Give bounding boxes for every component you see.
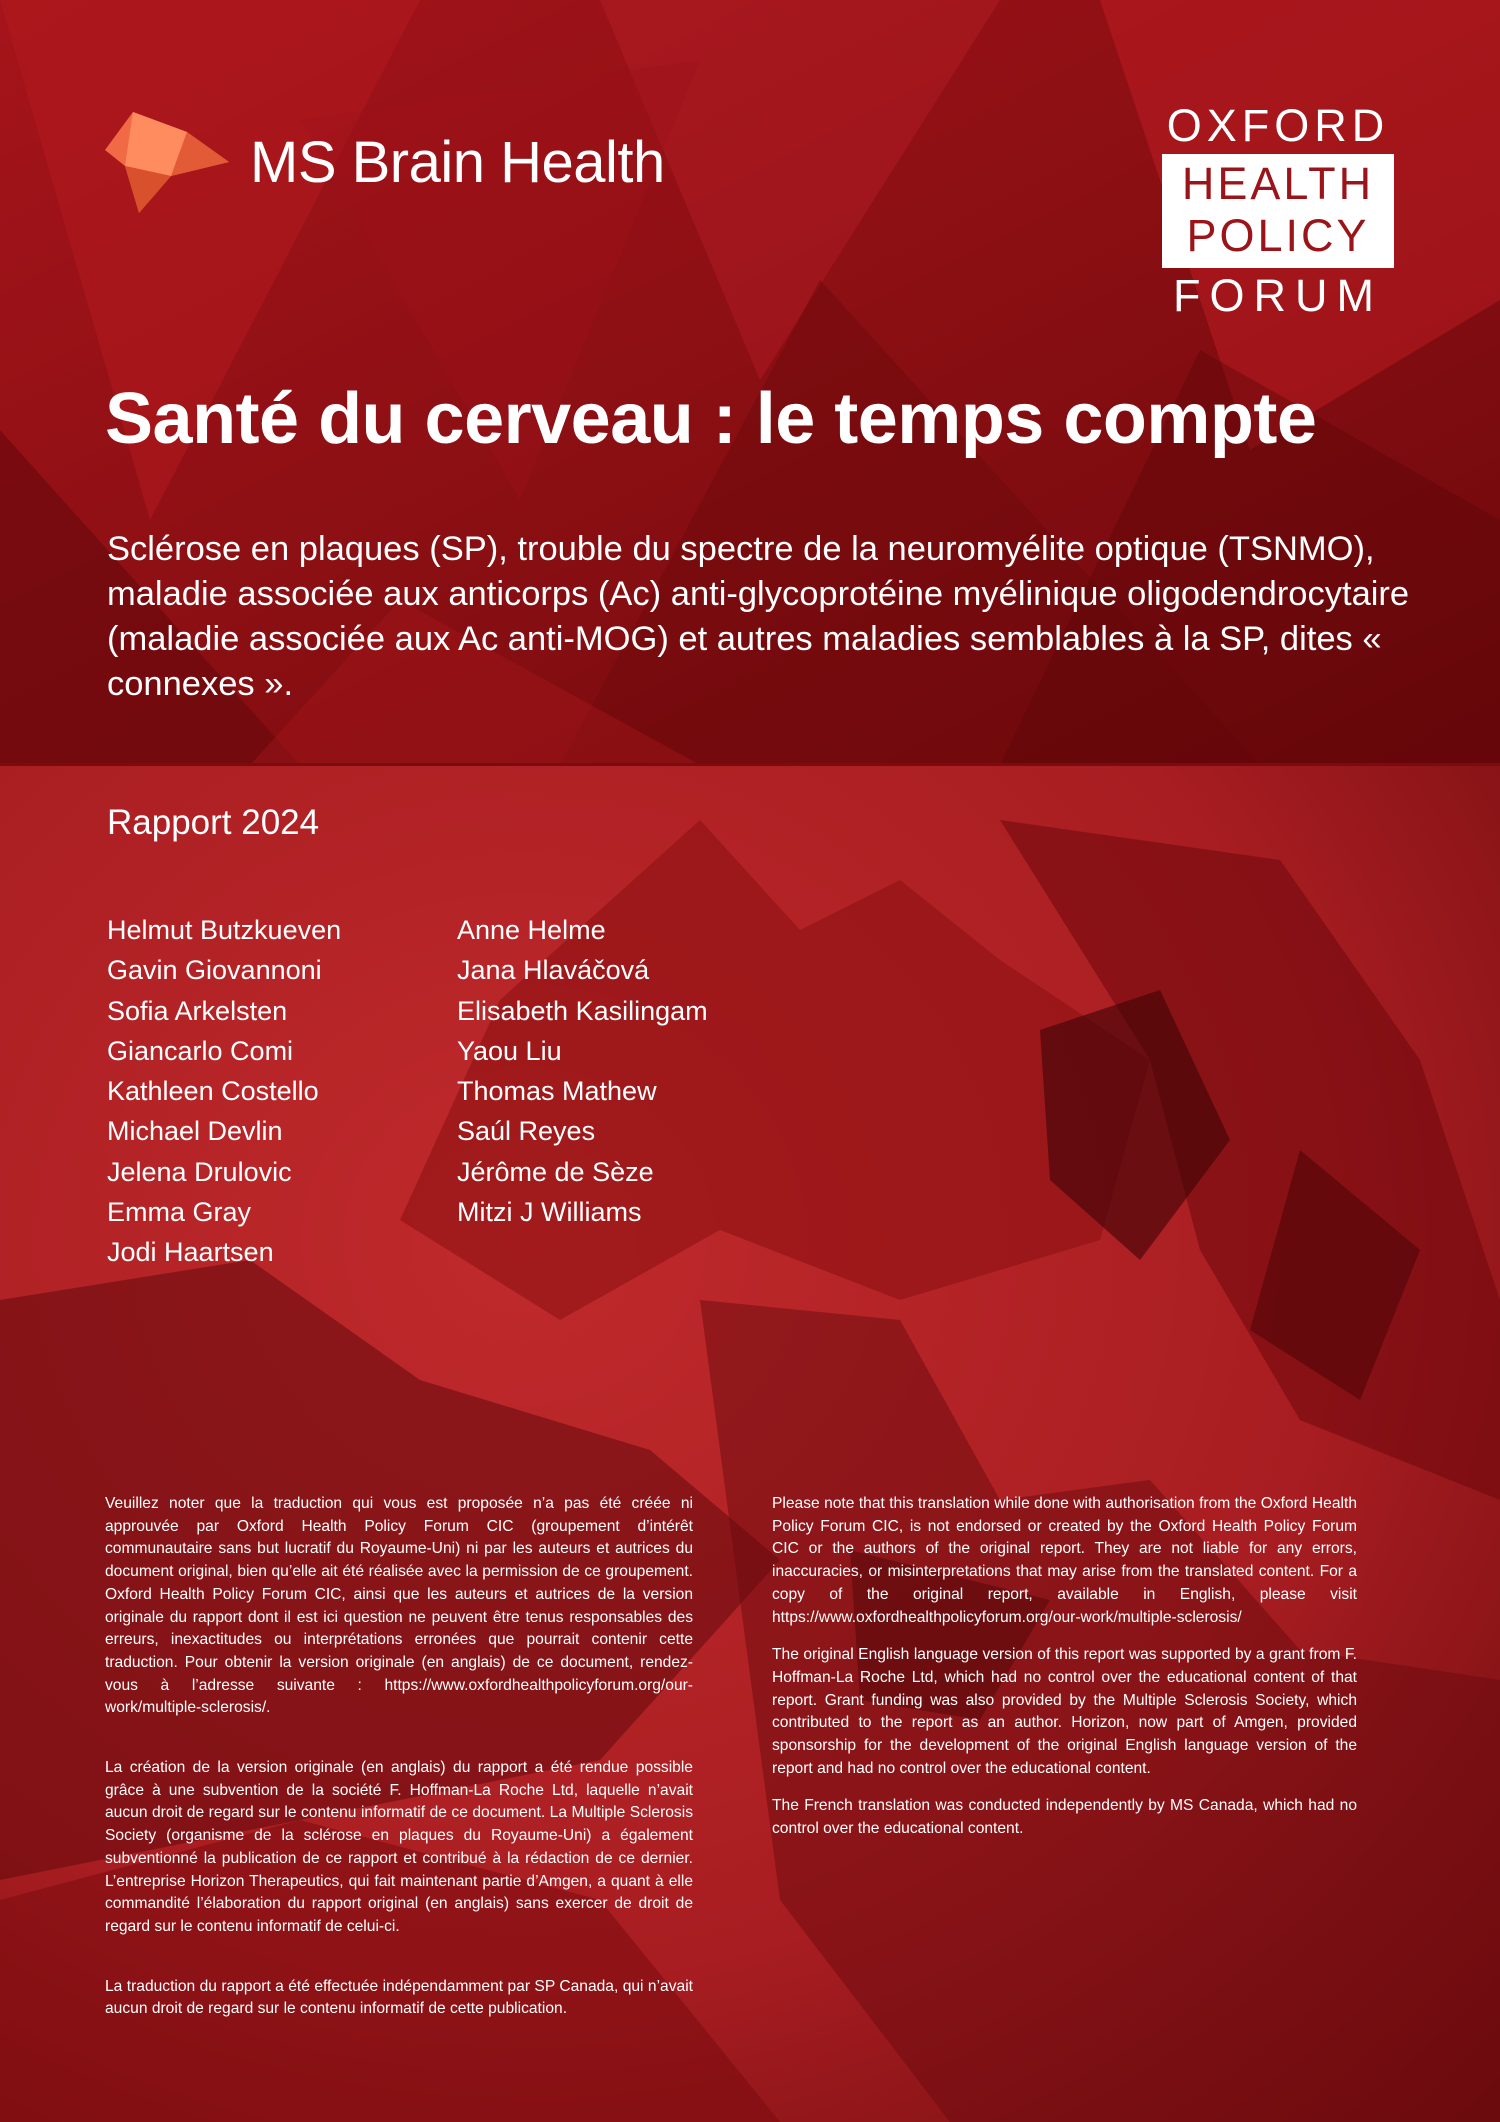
- oxford-logo-top: OXFORD: [1166, 100, 1390, 151]
- oxford-logo-line-health: HEALTH: [1181, 158, 1375, 209]
- author-name: Jérôme de Sèze: [457, 1156, 654, 1187]
- author-name: Anne Helme: [457, 915, 606, 945]
- author-name: Helmut Butzkueven: [107, 915, 342, 945]
- authors-column-2: [457, 910, 708, 1232]
- ms-star-icon: [105, 110, 230, 215]
- author-name: Mitzi J Williams: [457, 1197, 642, 1228]
- translation-notes-english: [772, 1493, 1357, 1856]
- oxford-logo-line-policy: POLICY: [1186, 210, 1370, 261]
- author-name: Jana Hlaváčová: [457, 955, 650, 986]
- oxford-logo-bottom: FORUM: [1173, 270, 1383, 321]
- author-name: Yaou Liu: [457, 1035, 562, 1066]
- author-name: Emma Gray: [107, 1197, 252, 1228]
- author-name: Sofia Arkelsten: [107, 995, 288, 1026]
- author-name: Jodi Haartsen: [107, 1237, 274, 1268]
- authors-column-1: [107, 910, 341, 1273]
- author-name: Saúl Reyes: [457, 1116, 596, 1147]
- ms-brain-health-wordmark: MS Brain Health: [250, 130, 665, 195]
- translation-notes-french: [105, 1493, 693, 2058]
- note-paragraph: The French translation was conducted independently by MS Canada, which had no control over the educational content.: [772, 1797, 1357, 1838]
- note-paragraph: Veuillez noter que la traduction qui vous est proposée n’a pas été créée ni approuvée par Oxford Health Policy Forum CIC (groupement d’intérêt communautaire sans but lucratif du Royaume-Uni) ni par les auteurs et autrices du document original, bien qu’elle ait été réalisée avec la permission de ce groupement. Oxford Health Policy Forum CIC, ainsi que les auteurs et autrices de la version originale du rapport dont il est ici question ne peuvent être tenus responsables des erreurs, inexactitudes ou interprétations erronées que pourrait contenir cette traduction. Pour obtenir la version originale (en anglais) de ce document, rendez-vous à l’adresse suivante : https://www.oxfordhealthpolicyforum.org/our-work/multiple-sclerosis/.: [105, 1495, 693, 1717]
- section-divider: [0, 763, 1500, 766]
- note-paragraph: La création de la version originale (en anglais) du rapport a été rendue possible grâce à une subvention de la société F. Hoffman-La Roche Ltd, laquelle n’avait aucun droit de regard sur le contenu informatif de ce document. La Multiple Sclerosis Society (organisme de la sclérose en plaques du Royaume-Uni) a également subventionné la publication de ce rapport et contribué à la rédaction de ce dernier. L’entreprise Horizon Therapeutics, qui fait maintenant partie d’Amgen, a quant à elle commandité l’élaboration du rapport original (en anglais) sans exercer de droit de regard sur le contenu informatif de celui-ci.: [105, 1759, 693, 1935]
- report-year-label: Rapport 2024: [107, 803, 320, 842]
- author-name: Elisabeth Kasilingam: [457, 995, 708, 1026]
- page-title: Santé du cerveau : le temps compte: [105, 379, 1317, 459]
- author-name: Kathleen Costello: [107, 1076, 319, 1107]
- ms-brain-health-logo: [105, 110, 665, 215]
- note-paragraph: The original English language version of this report was supported by a grant from F. Hoffman-La Roche Ltd, which had no control over the educational content of that report. Grant funding was also provided by the Multiple Sclerosis Society, which contributed to the report as an author. Horizon, now part of Amgen, provided sponsorship for the development of the original English language version of the report and had no control over the educational content.: [772, 1646, 1357, 1777]
- author-name: Jelena Drulovic: [107, 1156, 292, 1187]
- oxford-health-policy-forum-logo: [1162, 100, 1394, 322]
- note-paragraph: La traduction du rapport a été effectuée indépendamment par SP Canada, qui n’avait aucun droit de regard sur le contenu informatif de cette publication.: [105, 1977, 693, 2018]
- oxford-logo-box: [1162, 154, 1394, 268]
- note-paragraph: Please note that this translation while done with authorisation from the Oxford Health Policy Forum CIC, is not endorsed or created by the Oxford Health Policy Forum CIC or the authors of the original report. They are not liable for any errors, inaccuracies, or misinterpretations that may arise from the translated content. For a copy of the original report, available in English, please visit https://www.oxfordhealthpolicyforum.org/our-work/multiple-sclerosis/: [772, 1495, 1357, 1626]
- author-name: Giancarlo Comi: [107, 1035, 294, 1066]
- author-name: Thomas Mathew: [457, 1076, 657, 1107]
- author-name: Gavin Giovannoni: [107, 955, 322, 986]
- page-subtitle: Sclérose en plaques (SP), trouble du spectre de la neuromyélite optique (TSNMO), maladie associée aux anticorps (Ac) anti-glycoprotéine myélinique oligodendrocytaire (maladie associée aux Ac anti-MOG) et autres maladies semblables à la SP, dites « connexes ».: [107, 530, 1410, 703]
- author-name: Michael Devlin: [107, 1116, 283, 1147]
